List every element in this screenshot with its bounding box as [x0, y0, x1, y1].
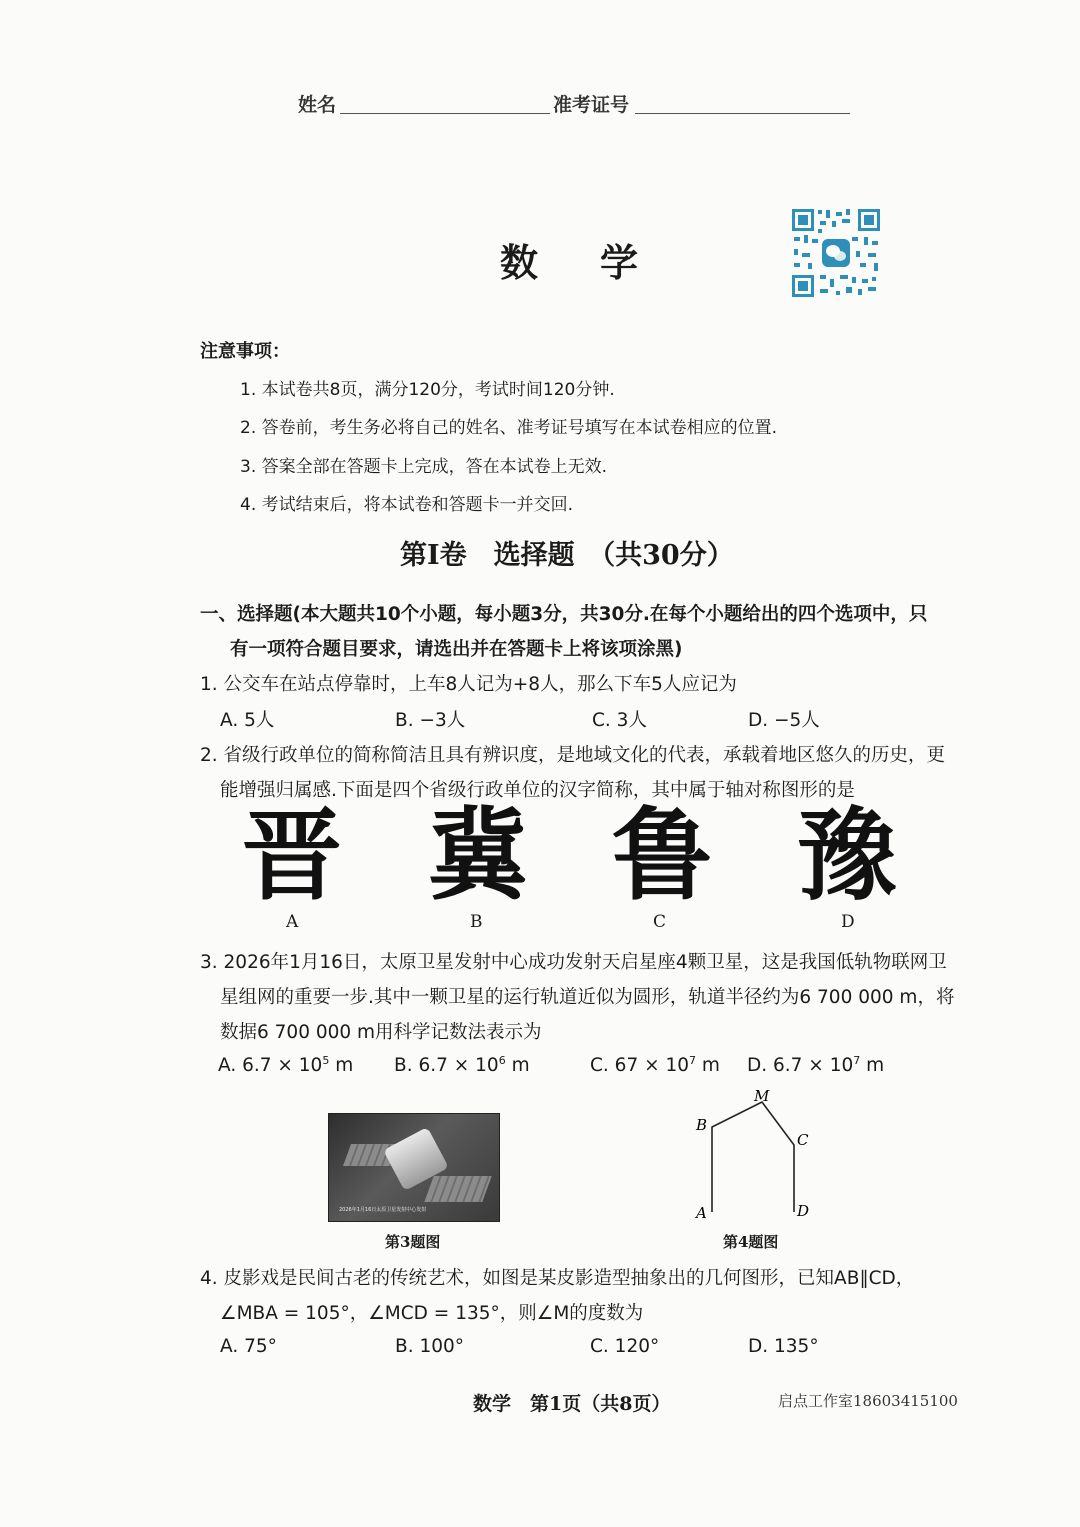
point-m-label: M	[754, 1087, 770, 1105]
q2-char-b: 冀	[428, 797, 528, 914]
q2-char-c: 鲁	[612, 797, 712, 914]
q1-stem: 1. 公交车在站点停靠时，上车8人记为+8人，那么下车5人应记为	[200, 674, 737, 695]
section-intro-line1: 一、选择题(本大题共10个小题，每小题3分，共30分.在每个小题给出的四个选项中，只	[200, 604, 928, 625]
q3-satellite-photo	[328, 1113, 500, 1222]
point-b-label: B	[696, 1116, 708, 1134]
q4-stem-line2: ∠MBA = 105°，∠MCD = 135°，则∠M的度数为	[220, 1303, 644, 1324]
q2-char-a: 晋	[242, 797, 342, 914]
point-d-label: D	[797, 1202, 810, 1220]
photo-caption: 2026年1月16日太原卫星发射中心发射	[339, 1207, 427, 1213]
q2-label-c: C	[653, 912, 667, 932]
q2-stem-line1: 2. 省级行政单位的简称简洁且具有辨识度，是地域文化的代表，承载着地区悠久的历史，更	[200, 745, 946, 766]
q2-label-d: D	[841, 912, 855, 932]
q3-option-d: D. $6.7 \times 10^7$ m	[747, 1054, 885, 1077]
section-title: 第Ⅰ卷 选择题 （共30分）	[400, 540, 734, 571]
q4-option-b: B. 100°	[395, 1336, 465, 1357]
q4-figure-caption: 第4题图	[723, 1233, 779, 1251]
note-item: 4. 考试结束后，将本试卷和答题卡一并交回.	[240, 495, 574, 515]
note-item: 3. 答案全部在答题卡上完成，答在本试卷上无效.	[240, 457, 608, 477]
exam-id-underline	[635, 113, 850, 114]
qr-code-icon	[790, 207, 882, 299]
q4-option-d: D. 135°	[748, 1336, 819, 1357]
note-item: 1. 本试卷共8页，满分120分，考试时间120分钟.	[240, 380, 615, 400]
exam-id-label: 准考证号	[553, 94, 630, 116]
page-footer: 数学 第1页（共8页）	[473, 1393, 671, 1415]
q3-figure-caption: 第3题图	[385, 1233, 441, 1251]
q1-option-c: C. 3人	[592, 710, 647, 731]
page-title: 数学	[500, 240, 701, 285]
q3-stem-line2: 星组网的重要一步.其中一颗卫星的运行轨道近似为圆形，轨道半径约为6 700 000 m，将	[220, 987, 955, 1008]
q3-option-b: B. $6.7 \times 10^6$ m	[394, 1054, 530, 1077]
name-label: 姓名	[298, 94, 337, 116]
q3-option-c: C. $67 \times 10^7$ m	[590, 1054, 720, 1077]
q3-option-a: A. $6.7 \times 10^5$ m	[218, 1054, 354, 1077]
point-c-label: C	[797, 1131, 809, 1149]
q2-label-b: B	[470, 912, 483, 932]
q3-stem-line1: 3. 2026年1月16日，太原卫星发射中心成功发射天启星座4颗卫星，这是我国低轨物联网卫	[200, 952, 947, 973]
q1-option-d: D. −5人	[748, 710, 820, 731]
watermark-text: 启点工作室18603415100	[778, 1392, 958, 1410]
note-item: 2. 答卷前，考生务必将自己的姓名、准考证号填写在本试卷相应的位置.	[240, 418, 778, 438]
q1-option-a: A. 5人	[220, 710, 275, 731]
q3-stem-line3: 数据6 700 000 m用科学记数法表示为	[220, 1022, 542, 1043]
q2-stem-line2: 能增强归属感.下面是四个省级行政单位的汉字简称，其中属于轴对称图形的是	[220, 780, 855, 801]
name-underline	[340, 113, 550, 114]
q1-option-b: B. −3人	[395, 710, 466, 731]
q4-option-c: C. 120°	[590, 1336, 660, 1357]
q4-geometry-figure	[690, 1085, 820, 1225]
notes-title: 注意事项：	[200, 341, 290, 362]
q4-option-a: A. 75°	[220, 1336, 277, 1357]
q2-label-a: A	[286, 912, 299, 932]
q4-stem-line1: 4. 皮影戏是民间古老的传统艺术，如图是某皮影造型抽象出的几何图形，已知AB∥CD，	[200, 1268, 915, 1289]
point-a-label: A	[696, 1204, 707, 1222]
q2-char-d: 豫	[797, 797, 897, 914]
section-intro-line2: 有一项符合题目要求，请选出并在答题卡上将该项涂黑)	[230, 639, 683, 660]
solar-panel	[424, 1176, 491, 1202]
